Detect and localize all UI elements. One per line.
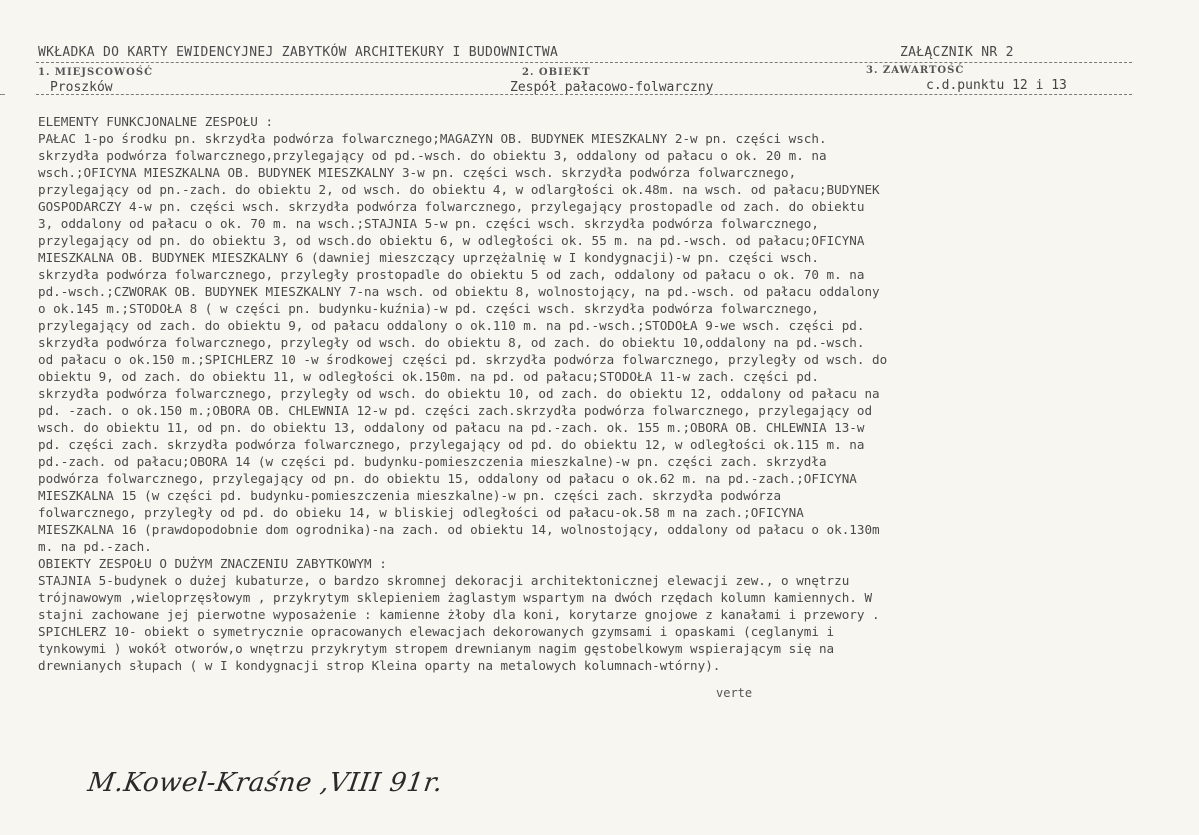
text-line: drewnianych słupach ( w I kondygnacji strop Kleina oparty na metalowych kolumnach-wtórny). <box>38 658 721 673</box>
text-line: trójnawowym ,wieloprzęsłowym , przykrytym sklepieniem żaglastym wspartym na dwóch rzędach kolumn kamiennych. W <box>38 590 873 605</box>
text-line: folwarcznego, przyległy od pd. do obieku 14, w bliskiej odległości od pałacu-ok.58 m na zach.;OFICYNA <box>38 505 804 520</box>
text-line: skrzydła podwórza folwarcznego,przylegający od pd.-wsch. do obiektu 3, oddalony od pałacu o ok. 20 m. na <box>38 148 827 163</box>
header-rule <box>36 62 1132 63</box>
text-line: GOSPODARCZY 4-w pn. części wsch. skrzydła podwórza folwarcznego, przylegający prostopadle od zach. do obiektu <box>38 199 865 214</box>
object-value: Zespół pałacowo-folwarczny <box>510 80 714 95</box>
edge-mark <box>0 94 5 95</box>
contents-value: c.d.punktu 12 i 13 <box>926 78 1067 93</box>
text-line: skrzydła podwórza folwarcznego, przyległy prostopadle do obiektu 5 od zach, oddalony od pałacu o ok. 70 m. na <box>38 267 865 282</box>
text-line: OBIEKTY ZESPOŁU O DUŻYM ZNACZENIU ZABYTKOWYM : <box>38 556 387 571</box>
text-line: STAJNIA 5-budynek o dużej kubaturze, o bardzo skromnej dekoracji architektonicznej elewacji zew., o wnętrzu <box>38 573 850 588</box>
annex-number: ZAŁĄCZNIK NR 2 <box>900 45 1014 60</box>
text-line: MIESZKALNA OB. BUDYNEK MIESZKALNY 6 (dawniej mieszczący uprzężalnię w I kondygnacji)-w pn. części wsch. <box>38 250 819 265</box>
text-line: skrzydła podwórza folwarcznego, przyległy od wsch. do obiektu 8, od zach. do obiektu 10,oddalony na pd.-wsch. <box>38 335 865 350</box>
text-line: pd.-wsch.;CZWORAK OB. BUDYNEK MIESZKALNY 7-na wsch. od obiektu 8, wolnostojący, na pd.-wsch. od pałacu oddalony <box>38 284 880 299</box>
text-line: wsch. do obiektu 11, od pn. do obiektu 13, oddalony od pałacu na pd.-zach. ok. 155 m.;OBORA OB. CHLEWNIA 13-w <box>38 420 865 435</box>
text-line: 3, oddalony od pałacu o ok. 70 m. na wsch.;STAJNIA 5-w pn. części wsch. skrzydła podwórza folwarcznego, <box>38 216 819 231</box>
text-line: m. na pd.-zach. <box>38 539 152 554</box>
card-title: WKŁADKA DO KARTY EWIDENCYJNEJ ZABYTKÓW ARCHITEKURY I BUDOWNICTWA <box>38 45 559 60</box>
text-line: pd.-zach. od pałacu;OBORA 14 (w części pd. budynku-pomieszczenia mieszkalne)-w pn. części zach. skrzydła <box>38 454 827 469</box>
text-line: przylegający od pn. do obiektu 3, od wsch.do obiektu 6, w odległości ok. 55 m. na pd.-wsch. od pałacu;OFICYNA <box>38 233 865 248</box>
text-line: przylegający od pn.-zach. do obiektu 2, od wsch. do obiektu 4, w odlargłości ok.48m. na wsch. od pałacu;BUDYNEK <box>38 182 880 197</box>
text-line: pd. -zach. o ok.150 m.;OBORA OB. CHLEWNIA 12-w pd. części zach.skrzydła podwórza folwarcznego, przylegający od <box>38 403 873 418</box>
text-line: pd. części zach. skrzydła podwórza folwarcznego, przylegający od pd. do obiektu 12, w odległości ok.115 m. na <box>38 437 865 452</box>
text-line: o ok.145 m.;STODOŁA 8 ( w części pn. budynku-kuźnia)-w pd. części wsch. skrzydła podwórza folwarcznego, <box>38 301 819 316</box>
text-line: podwórza folwarcznego, przylegający od pn. do obiektu 15, oddalony od pałacu o ok.62 m. na pd.-zach.;OFICYNA <box>38 471 857 486</box>
object-label: 2. OBIEKT <box>522 67 591 78</box>
text-line: SPICHLERZ 10- obiekt o symetrycznie opracowanych elewacjach dekorowanych gzymsami i opaskami (ceglanymi i <box>38 624 835 639</box>
text-line: wsch.;OFICYNA MIESZKALNA OB. BUDYNEK MIESZKALNY 3-w pn. części wsch. skrzydła podwórza folwarcznego, <box>38 165 797 180</box>
verte-note: verte <box>716 686 753 700</box>
text-line: stajni zachowane jej pierwotne wyposażenie : kamienne żłoby dla koni, korytarze gnojowe z kanałami i przewory . <box>38 607 880 622</box>
location-value: Proszków <box>50 80 113 95</box>
location-label: 1. MIEJSCOWOŚĆ <box>38 67 154 78</box>
text-line: od pałacu o ok.150 m.;SPICHLERZ 10 -w środkowej części pd. skrzydła podwórza folwarcznego, przyległy od wsch. do <box>38 352 888 367</box>
text-line: przylegający od zach. do obiektu 9, od pałacu oddalony o ok.110 m. na pd.-wsch.;STODOŁA 9-we wsch. części pd. <box>38 318 865 333</box>
text-line: MIESZKALNA 15 (w części pd. budynku-pomieszczenia mieszkalne)-w pn. części zach. skrzydła podwórza <box>38 488 782 503</box>
contents-label: 3. ZAWARTOŚĆ <box>866 65 965 76</box>
fields-rule <box>36 94 1132 95</box>
description-text <box>38 113 1173 674</box>
handwritten-signature: M.Kowel-Kraśne ,VIII 91r. <box>85 768 445 798</box>
text-line: PAŁAC 1-po środku pn. skrzydła podwórza folwarcznego;MAGAZYN OB. BUDYNEK MIESZKALNY 2-w pn. części wsch. <box>38 131 827 146</box>
text-line: ELEMENTY FUNKCJONALNE ZESPOŁU : <box>38 114 274 129</box>
text-line: obiektu 9, od zach. do obiektu 11, w odległości ok.150m. na pd. od pałacu;STODOŁA 11-w zach. części pd. <box>38 369 819 384</box>
text-line: skrzydła podwórza folwarcznego, przyległy od wsch. do obiektu 10, od zach. do obiektu 12, oddalony od pałacu na <box>38 386 880 401</box>
text-line: tynkowymi ) wokół otworów,o wnętrzu przykrytym stropem drewnianym nagim gęstobelkowym wspierającym się na <box>38 641 835 656</box>
text-line: MIESZKALNA 16 (prawdopodobnie dom ogrodnika)-na zach. od obiektu 14, wolnostojący, oddalony od pałacu o ok.130m <box>38 522 880 537</box>
